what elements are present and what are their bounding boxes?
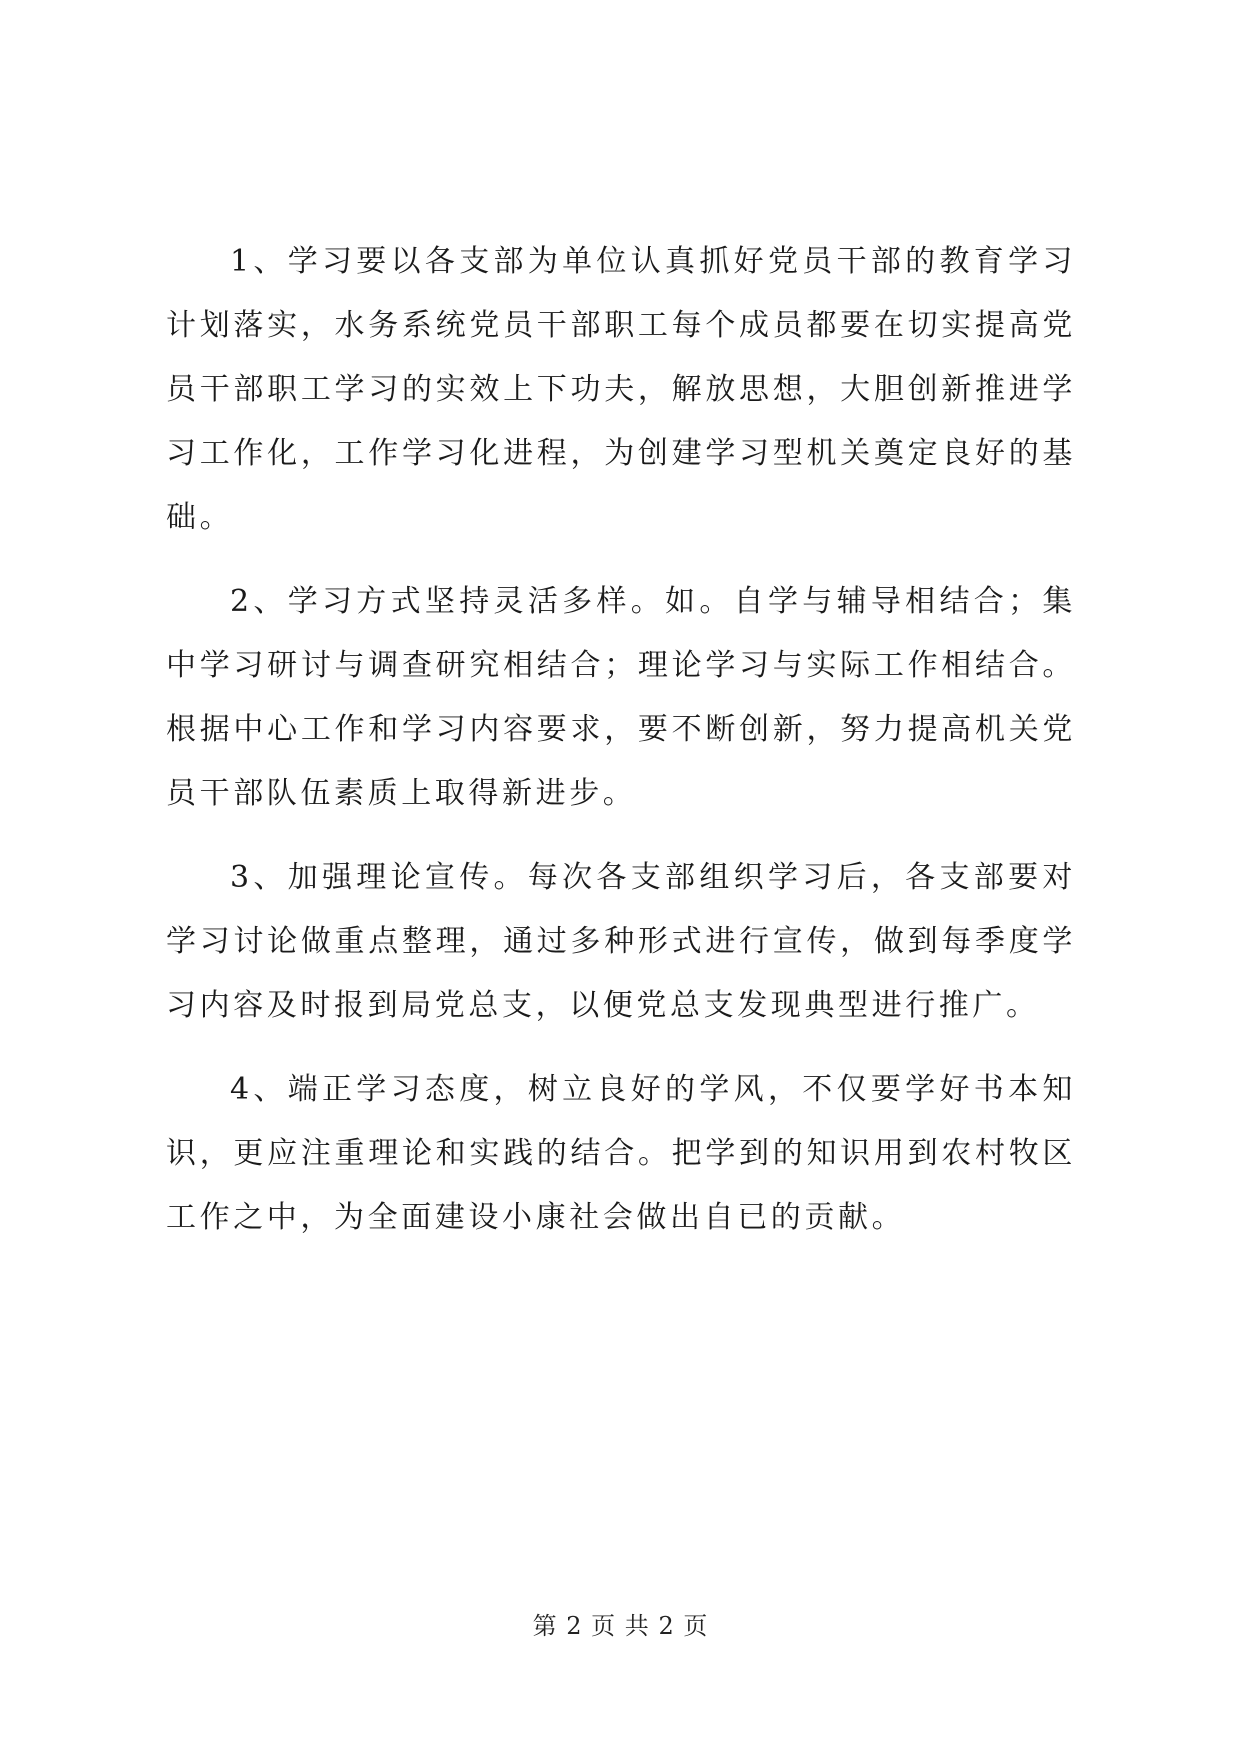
document-body xyxy=(166,230,1076,1270)
paragraph-1: 1、学习要以各支部为单位认真抓好党员干部的教育学习计划落实，水务系统党员干部职工每个成员都要在切实提高党员干部职工学习的实效上下功夫，解放思想，大胆创新推进学习工作化，工作学习化进程，为创建学习型机关奠定良好的基础。 xyxy=(166,244,1076,535)
page-number-footer: 第 2 页 共 2 页 xyxy=(532,1612,709,1640)
paragraph-2: 2、学习方式坚持灵活多样。如。自学与辅导相结合；集中学习研讨与调查研究相结合；理论学习与实际工作相结合。根据中心工作和学习内容要求，要不断创新，努力提高机关党员干部队伍素质上取得新进步。 xyxy=(166,584,1076,811)
paragraph-4: 4、端正学习态度，树立良好的学风，不仅要学好书本知识，更应注重理论和实践的结合。把学到的知识用到农村牧区工作之中，为全面建设小康社会做出自已的贡献。 xyxy=(166,1072,1076,1235)
paragraph-3: 3、加强理论宣传。每次各支部组织学习后，各支部要对学习讨论做重点整理，通过多种形式进行宣传，做到每季度学习内容及时报到局党总支，以便党总支发现典型进行推广。 xyxy=(166,860,1076,1023)
